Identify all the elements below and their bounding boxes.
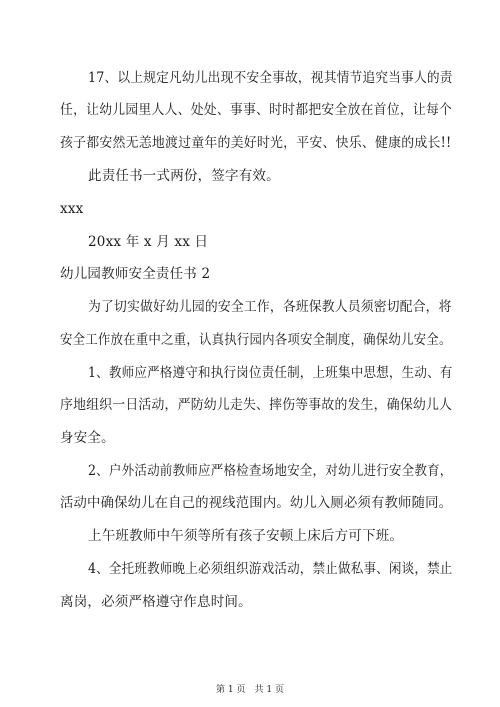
paragraph-line: 上午班教师中午须等所有孩子安顿上床后方可下班。 — [88, 528, 404, 544]
date-line: 20xx 年 x 月 xx 日 — [88, 234, 209, 250]
paragraph-line: 1、教师应严格遵守和执行岗位责任制，上班集中思想，生动、有 — [88, 365, 453, 381]
paragraph-line: 此责任书一式两份，签字有效。 — [88, 168, 280, 184]
paragraph-line: 为了切实做好幼儿园的安全工作，各班保教人员须密切配合，将 — [88, 299, 452, 315]
paragraph-line: 安全工作放在重中之重，认真执行园内各项安全制度，确保幼儿安全。 — [60, 332, 452, 348]
paragraph-line: 2、户外活动前教师应严格检查场地安全，对幼儿进行安全教育， — [88, 463, 453, 479]
paragraph-line: 活动中确保幼儿在自己的视线范围内。幼儿入厕必须有教师随同。 — [60, 495, 453, 511]
paragraph-line: 离岗，必须严格遵守作息时间。 — [60, 594, 252, 610]
paragraph-line: 4、全托班教师晚上必须组织游戏活动，禁止做私事、闲谈，禁止 — [88, 561, 453, 577]
paragraph-line: 序地组织一日活动，严防幼儿走失、摔伤等事故的发生，确保幼儿人 — [60, 397, 453, 413]
page-footer: 第 1 页 共 1 页 — [216, 685, 284, 695]
paragraph-line: 身安全。 — [60, 430, 115, 446]
paragraph-line: 任，让幼儿园里人人、处处、事事、时时都把安全放在首位，让每个 — [60, 102, 453, 118]
paragraph-line: 孩子都安然无恙地渡过童年的美好时光，平安、快乐、健康的成长!! — [60, 135, 452, 151]
paragraph-line: 17、以上规定凡幼儿出现不安全事故，视其情节追究当事人的责 — [88, 70, 453, 86]
section-title: 幼儿园教师安全责任书 2 — [60, 266, 211, 282]
signature-name: xxx — [60, 201, 84, 217]
